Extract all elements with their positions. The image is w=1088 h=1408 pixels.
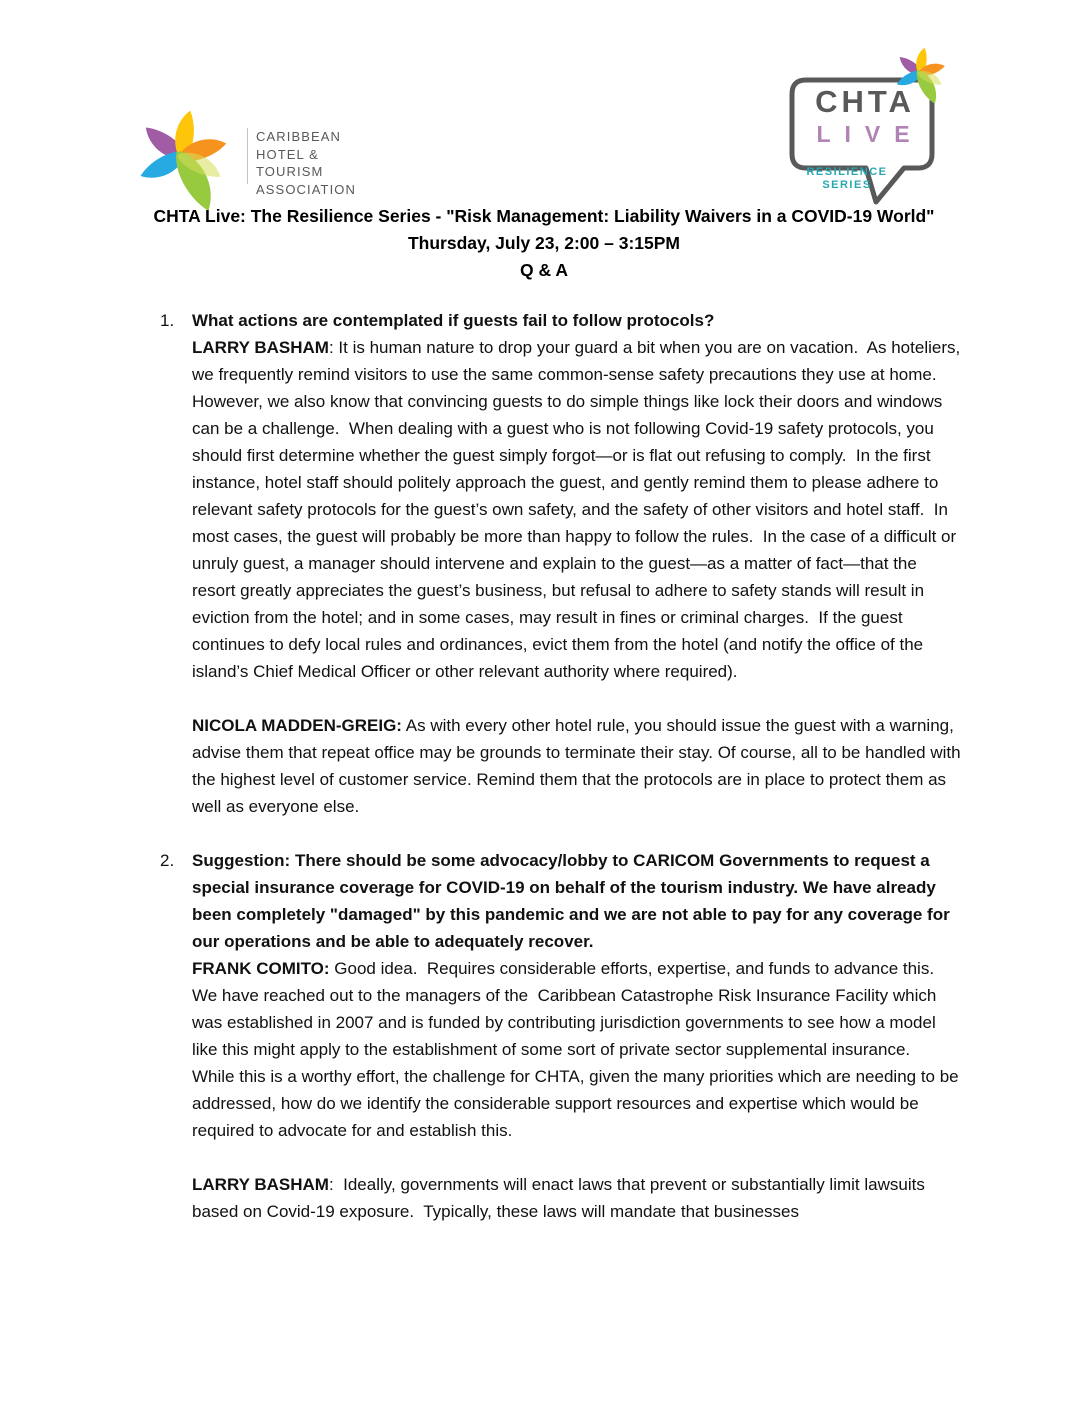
title-line-3: Q & A	[520, 260, 568, 280]
association-line2: HOTEL & TOURISM	[256, 146, 324, 179]
series-line2: SERIES	[822, 179, 872, 191]
question-text: Suggestion: There should be some advocacy/lobby to CARICOM Governments to request a special insurance coverage for COVID-19 on behalf of the tourism industry. We have already been completely "damaged" by this pandemic and we are not able to pay for any coverage for our operations and be able to adequately recover.	[192, 851, 955, 951]
association-line1: CARIBBEAN	[256, 129, 342, 144]
answer-paragraph	[192, 712, 966, 820]
qa-item-1-content	[192, 307, 966, 820]
resilience-series-label	[803, 166, 891, 192]
answer-text: As with every other hotel rule, you should issue the guest with a warning, advise them that repeat office may be grounds to terminate their stay. Of course, all to be handled with the highest level of customer service. Remind them that the protocols are in place to protect them as well as everyone else.	[192, 716, 966, 816]
speaker-name: LARRY BASHAM	[192, 338, 329, 357]
association-wordmark	[256, 128, 388, 198]
qa-item-1	[160, 307, 966, 820]
logo-divider	[247, 128, 248, 184]
list-number: 1.	[160, 311, 175, 330]
answer-paragraph	[192, 1171, 962, 1225]
series-line1: RESILIENCE	[806, 166, 888, 178]
speaker-name: FRANK COMITO:	[192, 959, 330, 978]
chta-live-word: LIVE	[816, 121, 924, 147]
qa-list	[160, 307, 966, 1225]
answer-paragraph	[192, 334, 965, 685]
chta-association-star-icon	[128, 106, 236, 214]
answer-paragraph	[192, 955, 962, 1144]
answer-text: : It is human nature to drop your guard a bit when you are on vacation. As hoteliers, we frequently remind visitors to use the same common-sense safety precautions they use at home. However, we also know that convincing guests to do simple things like lock their doors and windows can be a challenge. When dealing with a guest who is not following Covid-19 safety protocols, you should first determine whether the guest simply forgot—or is flat out refusing to comply. In the first instance, hotel staff should politely approach the guest, and gently remind them to please adhere to relevant safety protocols for the guest’s own safety, and the safety of other visitors and hotel staff. In most cases, the guest will probably be more than happy to follow the rules. In the case of a difficult or unruly guest, a manager should intervene and explain to the guest—as a matter of fact—that the resort greatly appreciates the guest’s business, but refusal to adhere to safety stands will result in eviction from the hotel; and in some cases, may result in fines or criminal charges. If the guest continues to defy local rules and ordinances, evict them from the hotel (and notify the office of the island’s Chief Medical Officer or other relevant authority where required).	[192, 338, 965, 681]
association-line3: ASSOCIATION	[256, 181, 356, 197]
list-number: 2.	[160, 851, 175, 870]
chta-association-logo	[128, 104, 388, 214]
chta-live-brand: CHTA	[815, 84, 915, 119]
speaker-name: LARRY BASHAM	[192, 1175, 329, 1194]
qa-item-2	[160, 847, 962, 1225]
title-line-2: Thursday, July 23, 2:00 – 3:15PM	[407, 233, 681, 253]
chta-live-logo	[780, 45, 965, 210]
speaker-name: NICOLA MADDEN-GREIG:	[192, 716, 402, 735]
title-line-1: CHTA Live: The Resilience Series - "Risk Management: Liability Waivers in a COVID-19 World"	[153, 206, 935, 226]
question-text: What actions are contemplated if guests fail to follow protocols?	[192, 311, 715, 330]
answer-text: : Ideally, governments will enact laws that prevent or substantially limit lawsuits based on Covid-19 exposure. Typically, these laws will mandate that businesses	[192, 1175, 930, 1221]
document-title	[0, 203, 1088, 284]
qa-item-2-content	[192, 847, 962, 1225]
answer-text: Good idea. Requires considerable efforts, expertise, and funds to advance this. We have reached out to the managers of the Caribbean Catastrophe Risk Insurance Facility which was established in 2007 and is funded by contributing jurisdiction governments to see how a model like this might apply to the establishment of some sort of private sector supplemental insurance. While this is a worthy effort, the challenge for CHTA, given the many priorities which are needing to be addressed, how do we identify the considerable support resources and expertise which would be required to advocate for and establish this.	[192, 959, 964, 1140]
